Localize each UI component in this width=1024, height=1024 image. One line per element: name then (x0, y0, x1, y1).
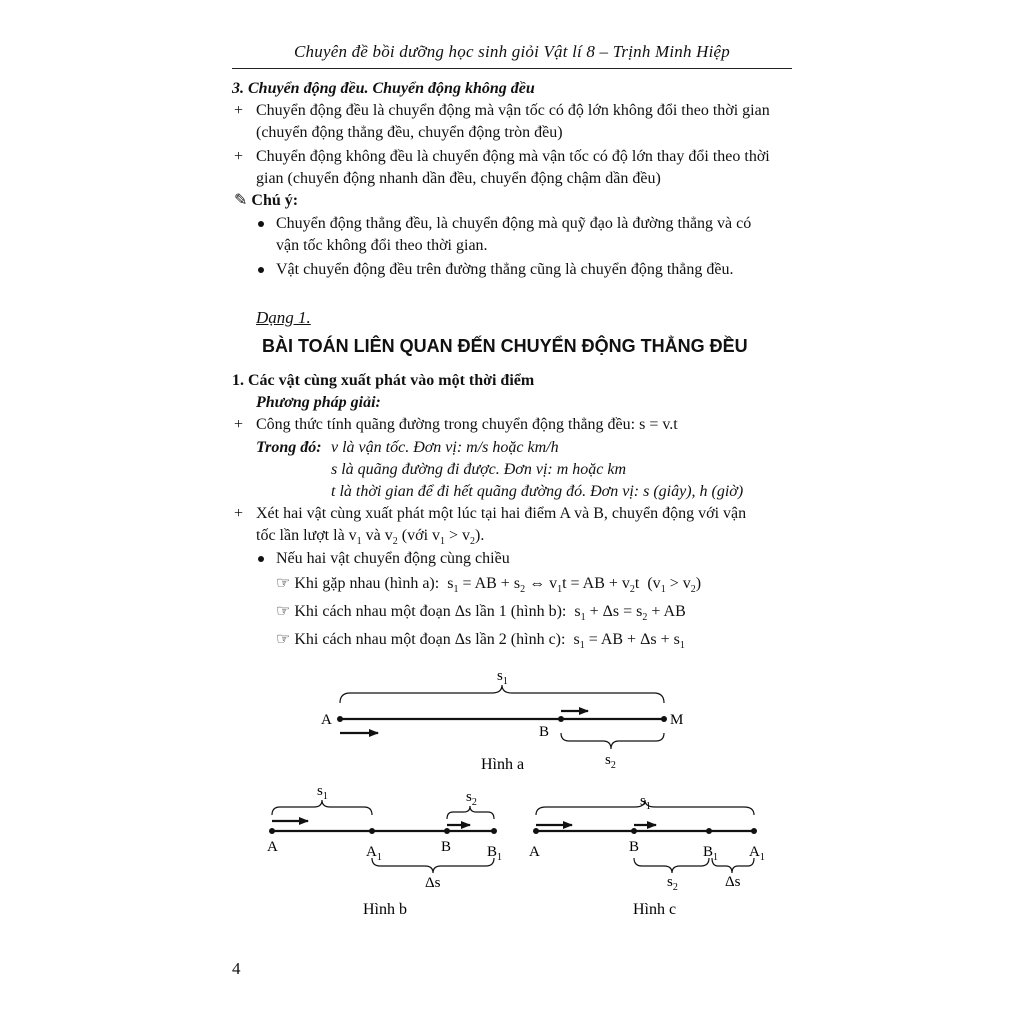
label-s1-base: s (497, 668, 503, 684)
case-b-equation: $s_1 + \Delta s = s_2$ + AB (570, 603, 686, 624)
running-header: Chuyên đề bồi dưỡng học sinh giỏi Vật lí 8 – Trịnh Minh Hiệp (294, 42, 730, 61)
case-a-text: Khi gặp nhau (hình a): (294, 575, 440, 592)
def-distance: s là quãng đường đi được. Đơn vị: m hoặc km (331, 461, 627, 478)
point-b (558, 716, 564, 722)
point-a (269, 828, 275, 834)
label-a1-base: A (366, 844, 377, 860)
consider-text-b: và v (365, 527, 393, 544)
label-b1-base: B (487, 844, 498, 860)
point-a (533, 828, 539, 834)
point-b1 (706, 828, 712, 834)
brace-ds (372, 858, 494, 873)
label-s1-base: s (640, 793, 646, 809)
plus-marker: + (234, 505, 244, 522)
label-a: A (321, 712, 332, 728)
consider-line1: Xét hai vật cùng xuất phát một lúc tại hai điểm A và B, chuyển động với vận (256, 505, 747, 522)
figure-b (267, 783, 502, 918)
label-s2-base: s (605, 752, 611, 768)
label-b: B (441, 839, 452, 855)
label-s2: $s_2$ (667, 874, 678, 893)
case-c-equation: $s_1$ = AB + $\Delta s + s_1$ (569, 631, 685, 652)
label-s2-base: s (466, 789, 472, 805)
label-a1-base: A (749, 844, 760, 860)
label-b: B (539, 724, 550, 740)
nonuniform-motion-def-line2: gian (chuyển động nhanh dần đều, chuyển động chậm dần đều) (256, 170, 661, 187)
case-c-text: Khi cách nhau một đoạn Δs lần 2 (hình c): (294, 631, 566, 648)
pointing-hand-icon: ☞ (276, 603, 291, 620)
brace-s2 (447, 806, 494, 819)
page-number: 4 (232, 959, 241, 978)
pointing-hand-icon: ☞ (276, 631, 291, 648)
label-m: M (670, 712, 684, 728)
plus-marker: + (234, 416, 244, 433)
def-time: t là thời gian để đi hết quãng đường đó. Đơn vị: s (giây), h (giờ) (331, 483, 744, 500)
point-b (631, 828, 637, 834)
caption-b: Hình b (363, 901, 407, 918)
brace-s2 (634, 858, 709, 873)
dang-title: BÀI TOÁN LIÊN QUAN ĐẾN CHUYỂN ĐỘNG THẲNG ĐỀU (262, 336, 748, 356)
brace-s2 (561, 733, 664, 749)
consider-text-c: (với v (401, 527, 441, 544)
label-a1: $A_1$ (366, 844, 382, 863)
formula-text: Công thức tính quãng đường trong chuyển động thẳng đều: (256, 416, 636, 433)
consider-line2: tốc lần lượt là $v_1$ và $v_2$ (với $v_1 > v_2$). (256, 527, 485, 548)
label-a: A (529, 844, 540, 860)
note-1-line1: Chuyển động thẳng đều, là chuyển động mà quỹ đạo là đường thẳng và có (276, 215, 752, 232)
label-b1-base: B (703, 844, 714, 860)
caption-a: Hình a (481, 756, 525, 773)
pencil-icon: ✎ (234, 192, 248, 209)
brace-s1 (272, 800, 372, 815)
label-b1: $B_1$ (487, 844, 503, 863)
method-label: Phương pháp giải: (256, 394, 381, 411)
consider-text-d: > v (449, 527, 471, 544)
consider-text-e: ). (475, 527, 485, 544)
label-b1: $B_1$ (703, 844, 719, 863)
uniform-motion-def-line2: (chuyển động thẳng đều, chuyển động tròn đều) (256, 124, 563, 141)
label-b: B (629, 839, 640, 855)
dang-label: Dạng 1. (256, 308, 311, 327)
brace-ds (712, 858, 754, 873)
same-direction: Nếu hai vật chuyển động cùng chiều (276, 550, 510, 567)
label-ds: Δs (425, 875, 441, 891)
point-a1 (369, 828, 375, 834)
formula: s = v.t (639, 416, 678, 433)
brace-s1 (340, 685, 664, 703)
label-s2-base: s (667, 874, 673, 890)
label-s1-base: s (317, 783, 323, 799)
def-velocity: v là vận tốc. Đơn vị: m/s hoặc km/h (331, 439, 559, 456)
label-s1: $s_1$ (317, 783, 328, 802)
pointing-hand-icon: ☞ (276, 575, 291, 592)
label-s1: $s_1$ (640, 793, 651, 812)
consider-text-a: tốc lần lượt là v (256, 527, 357, 544)
note-2: Vật chuyển động đều trên đường thẳng cũng là chuyển động thẳng đều. (276, 261, 734, 278)
figure-c (529, 793, 765, 918)
label-s2: $s_2$ (466, 789, 477, 808)
point-m (661, 716, 667, 722)
caption-c: Hình c (633, 901, 677, 918)
label-a: A (267, 839, 278, 855)
note-1-line2: vận tốc không đổi theo thời gian. (276, 237, 488, 254)
label-ds: Δs (725, 874, 741, 890)
point-b1 (491, 828, 497, 834)
case-a-equation: $s_1$ = AB + $s_2$ ⇔ $v_1t$ = AB + $v_2t$ $(v_1 > v_2)$ (443, 575, 702, 596)
figure-a (321, 668, 683, 773)
point-a (337, 716, 343, 722)
section-3-heading: 3. Chuyển động đều. Chuyển động không đều (232, 80, 535, 97)
point-a1 (751, 828, 757, 834)
point-b (444, 828, 450, 834)
label-s1: $s_1$ (497, 668, 508, 687)
label-s2: $s_2$ (605, 752, 616, 771)
case-b-text: Khi cách nhau một đoạn Δs lần 1 (hình b): (294, 603, 567, 620)
plus-marker: + (234, 148, 244, 165)
plus-marker: + (234, 102, 244, 119)
part-1-heading: 1. Các vật cùng xuất phát vào một thời điểm (232, 372, 535, 389)
trong-do-label: Trong đó: (256, 439, 322, 456)
note-label: Chú ý: (251, 192, 299, 209)
nonuniform-motion-def-line1: Chuyển động không đều là chuyển động mà vận tốc có độ lớn thay đổi theo thời (256, 148, 770, 165)
uniform-motion-def-line1: Chuyển động đều là chuyển động mà vận tốc có độ lớn không đổi theo thời gian (256, 102, 770, 119)
label-a1: $A_1$ (749, 844, 765, 863)
